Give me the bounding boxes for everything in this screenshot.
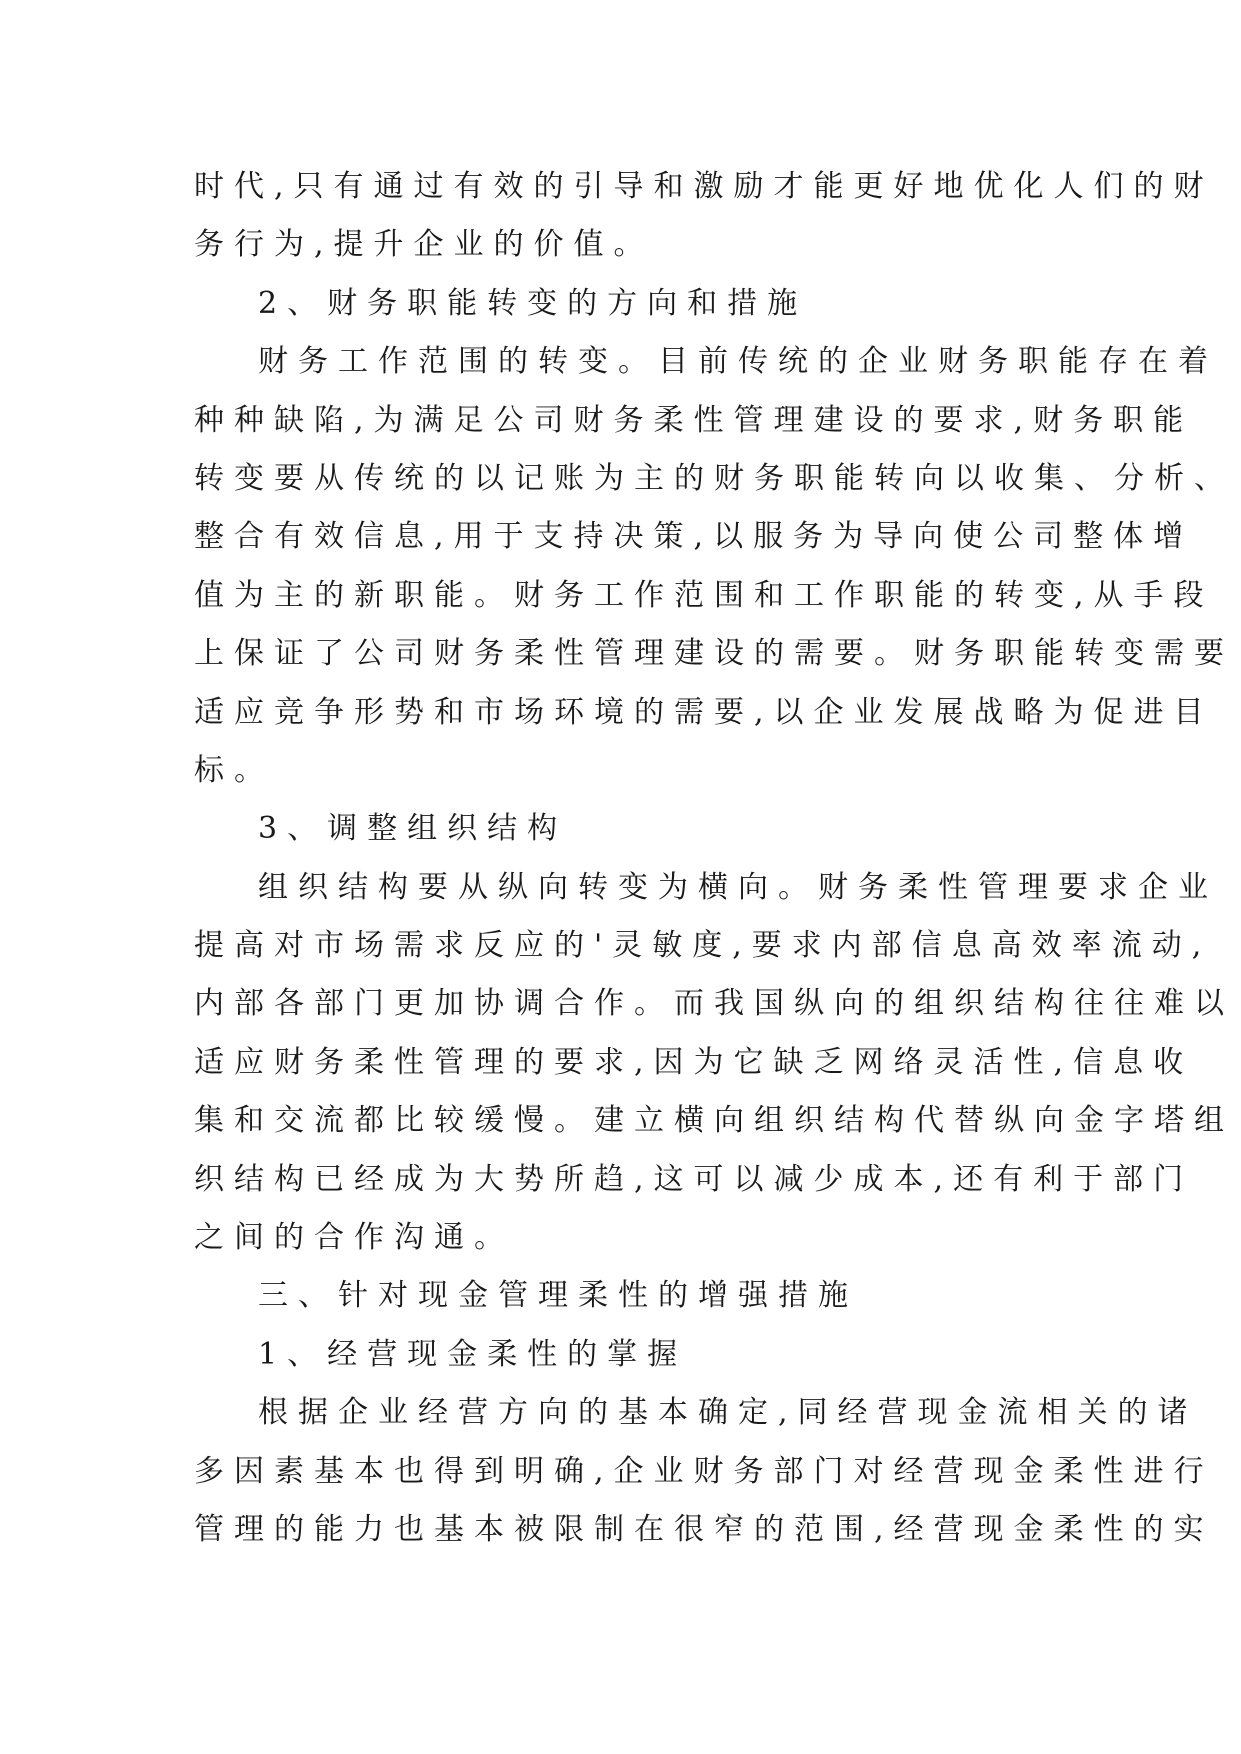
paragraph-line: 上保证了公司财务柔性管理建设的需要。财务职能转变需要 [194,636,1234,672]
paragraph-line: 时代,只有通过有效的引导和激励才能更好地优化人们的财 [194,169,1214,204]
section-heading: 3、调整组织结构 [258,811,568,847]
paragraph-line: 组织结构要从纵向转变为横向。财务柔性管理要求企业 [258,869,1218,905]
document-body [194,158,1234,1559]
paragraph-line: 根据企业经营方向的基本确定,同经营现金流相关的诸 [258,1395,1198,1431]
paragraph-line: 管理的能力也基本被限制在很窄的范围,经营现金柔性的实 [194,1511,1214,1547]
paragraph-line: 织结构已经成为大势所趋,这可以减少成本,还有利于部门 [194,1161,1194,1197]
paragraph-line: 财务工作范围的转变。目前传统的企业财务职能存在着 [258,344,1218,380]
paragraph-line: 内部各部门更加协调合作。而我国纵向的组织结构往往难以 [194,986,1234,1022]
paragraph-line: 整合有效信息,用于支持决策,以服务为导向使公司整体增 [194,519,1194,555]
subsection-heading: 1、经营现金柔性的掌握 [258,1336,688,1372]
paragraph-line: 标。 [194,752,274,788]
section-heading: 2、财务职能转变的方向和措施 [258,285,808,321]
section-heading: 三、针对现金管理柔性的增强措施 [258,1278,858,1314]
paragraph-line: 适应竞争形势和市场环境的需要,以企业发展战略为促进目 [194,694,1214,730]
paragraph-line: 种种缺陷,为满足公司财务柔性管理建设的要求,财务职能 [194,402,1194,438]
paragraph-line: 集和交流都比较缓慢。建立横向组织结构代替纵向金字塔组 [194,1103,1234,1139]
paragraph-line: 之间的合作沟通。 [194,1220,514,1256]
paragraph-line: 值为主的新职能。财务工作范围和工作职能的转变,从手段 [194,577,1214,613]
paragraph-line: 适应财务柔性管理的要求,因为它缺乏网络灵活性,信息收 [194,1044,1194,1080]
paragraph-line: 多因素基本也得到明确,企业财务部门对经营现金柔性进行 [194,1453,1214,1489]
paragraph-line: 务行为,提升企业的价值。 [194,227,654,263]
paragraph-line: 转变要从传统的以记账为主的财务职能转向以收集、分析、 [194,460,1234,496]
paragraph-line: 提高对市场需求反应的'灵敏度,要求内部信息高效率流动, [194,928,1212,964]
